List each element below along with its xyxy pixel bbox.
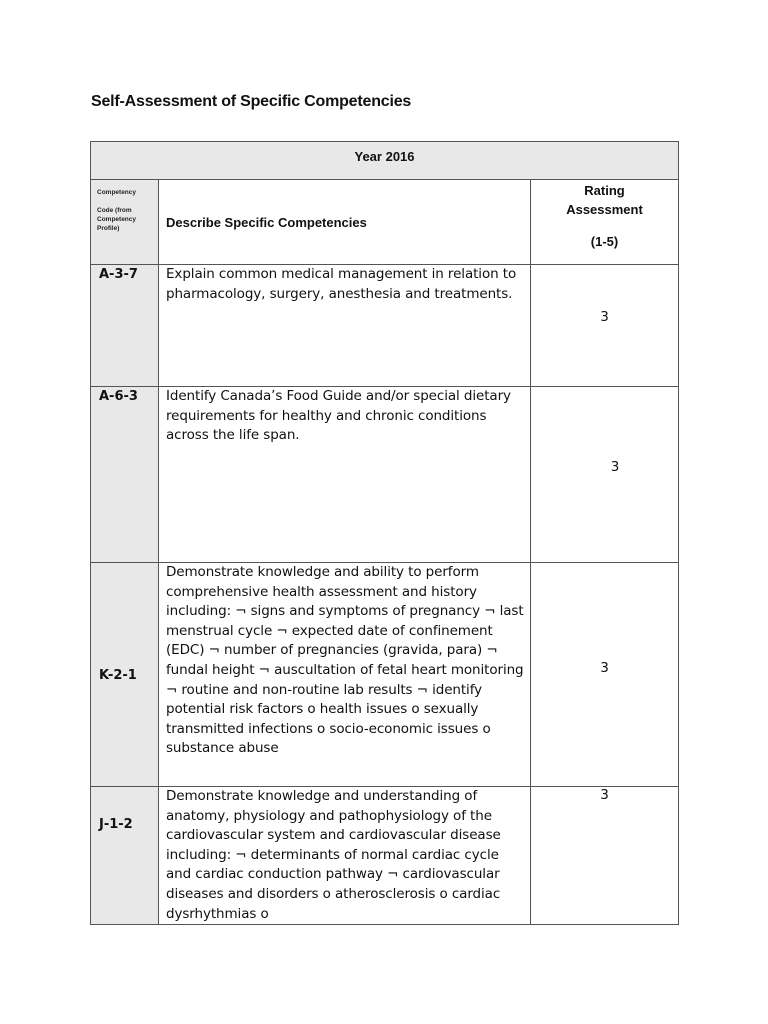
competency-description: Demonstrate knowledge and understanding of anatomy, physiology and pathophysiology of the cardiovascular system and cardiovascular disease including: ¬ determinants of normal cardiac cycle and cardiac conduction pathway ¬ cardiovascular diseases and disorders o atherosclerosis o cardiac dysrhythmias o xyxy=(159,787,531,925)
rating-cell xyxy=(531,387,679,563)
header-code-line2: Code (from xyxy=(97,207,132,214)
competency-code: A-6-3 xyxy=(91,387,159,563)
header-description-label: Describe Specific Competencies xyxy=(166,214,367,230)
rating-value: 3 xyxy=(600,660,609,676)
header-rating-line2: Assessment xyxy=(566,202,643,217)
competency-description: Identify Canada’s Food Guide and/or special dietary requirements for healthy and chronic conditions across the life span. xyxy=(159,387,531,563)
table-row xyxy=(91,787,679,925)
header-code-line3: Competency xyxy=(97,216,137,223)
rating-value: 3 xyxy=(600,787,609,803)
rating-cell xyxy=(531,265,679,387)
competency-description: Demonstrate knowledge and ability to perform comprehensive health assessment and history including: ¬ signs and symptoms of pregnancy ¬ last menstrual cycle ¬ expected date of confinement (EDC) ¬ number of pregnancies (gravida, para) ¬ fundal height ¬ auscultation of fetal heart monitoring ¬ routine and non-routine lab results ¬ identify potential risk factors o health issues o sexually transmitted infections o socio-economic issues o substance abuse xyxy=(159,563,531,787)
header-rating xyxy=(531,180,679,265)
rating-value: 3 xyxy=(600,309,609,325)
year-row xyxy=(91,142,679,180)
header-code-line4: Profile) xyxy=(97,225,120,232)
rating-cell xyxy=(531,787,679,925)
header-rating-line1: Rating xyxy=(584,183,625,198)
header-code xyxy=(91,180,159,265)
competency-code: A-3-7 xyxy=(91,265,159,387)
header-code-line1: Competency xyxy=(97,189,137,196)
competency-description: Explain common medical management in relation to pharmacology, surgery, anesthesia and treatments. xyxy=(159,265,531,387)
competency-code: K-2-1 xyxy=(91,563,159,787)
competency-table xyxy=(90,141,679,925)
table-row xyxy=(91,563,679,787)
year-label: Year 2016 xyxy=(354,149,415,164)
table-row xyxy=(91,265,679,387)
rating-cell xyxy=(531,563,679,787)
rating-value: 3 xyxy=(610,459,620,475)
competency-code: J-1-2 xyxy=(91,787,159,925)
header-rating-scale: (1-5) xyxy=(590,234,619,249)
header-row xyxy=(91,180,679,265)
document-title: Self-Assessment of Specific Competencies xyxy=(91,93,412,110)
table-row xyxy=(91,387,679,563)
year-cell xyxy=(91,142,679,180)
header-description xyxy=(159,180,531,265)
